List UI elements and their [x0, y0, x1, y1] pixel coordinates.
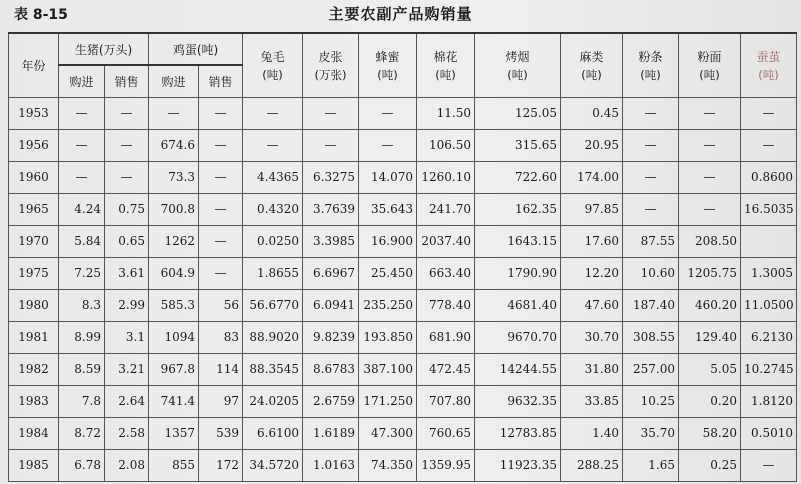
value-cell: 1205.75 — [679, 257, 741, 289]
table-row — [9, 161, 797, 193]
value-cell: 2037.40 — [417, 225, 475, 257]
year-cell: 1960 — [9, 161, 59, 193]
value-cell: 257.00 — [623, 353, 679, 385]
value-cell: 585.3 — [149, 289, 199, 321]
value-cell: 288.25 — [561, 449, 623, 481]
value-cell: 0.25 — [679, 449, 741, 481]
header-rabbit-hair — [243, 33, 303, 97]
value-cell: 472.45 — [417, 353, 475, 385]
value-cell: 2.64 — [105, 385, 149, 417]
value-cell: 7.8 — [59, 385, 105, 417]
value-cell: 1262 — [149, 225, 199, 257]
value-cell: 5.05 — [679, 353, 741, 385]
value-cell: 2.58 — [105, 417, 149, 449]
value-cell: 9632.35 — [475, 385, 561, 417]
value-cell: 967.8 — [149, 353, 199, 385]
header-tobacco — [475, 33, 561, 97]
value-cell: 58.20 — [679, 417, 741, 449]
table-row — [9, 417, 797, 449]
value-cell: — — [679, 129, 741, 161]
value-cell: — — [679, 97, 741, 129]
value-cell: — — [679, 193, 741, 225]
value-cell: 9.8239 — [303, 321, 359, 353]
value-cell: 0.65 — [105, 225, 149, 257]
header-unit: (吨) — [377, 67, 398, 82]
year-cell: 1953 — [9, 97, 59, 129]
value-cell: — — [59, 97, 105, 129]
value-cell: 97 — [199, 385, 243, 417]
header-name: 蜂蜜 — [375, 49, 400, 64]
value-cell: — — [199, 193, 243, 225]
value-cell: 14.070 — [359, 161, 417, 193]
value-cell: 0.5010 — [741, 417, 797, 449]
value-cell: 11923.35 — [475, 449, 561, 481]
value-cell: 14244.55 — [475, 353, 561, 385]
value-cell: — — [199, 97, 243, 129]
value-cell: 681.90 — [417, 321, 475, 353]
year-cell: 1975 — [9, 257, 59, 289]
table-row — [9, 385, 797, 417]
value-cell: 4.4365 — [243, 161, 303, 193]
table-row — [9, 353, 797, 385]
value-cell: 20.95 — [561, 129, 623, 161]
value-cell: 1790.90 — [475, 257, 561, 289]
value-cell: 308.55 — [623, 321, 679, 353]
value-cell: 30.70 — [561, 321, 623, 353]
value-cell: 11.50 — [417, 97, 475, 129]
table-row — [9, 97, 797, 129]
header-name: 兔毛 — [260, 49, 285, 64]
header-unit: (吨) — [640, 67, 661, 82]
value-cell: 208.50 — [679, 225, 741, 257]
value-cell: — — [303, 97, 359, 129]
value-cell: — — [105, 161, 149, 193]
value-cell: 83 — [199, 321, 243, 353]
value-cell: 4.24 — [59, 193, 105, 225]
value-cell: 760.65 — [417, 417, 475, 449]
value-cell: 8.72 — [59, 417, 105, 449]
table-row — [9, 225, 797, 257]
value-cell: 387.100 — [359, 353, 417, 385]
value-cell: 174.00 — [561, 161, 623, 193]
value-cell: 700.8 — [149, 193, 199, 225]
value-cell: 1.8120 — [741, 385, 797, 417]
value-cell: 172 — [199, 449, 243, 481]
value-cell: — — [59, 129, 105, 161]
value-cell: 193.850 — [359, 321, 417, 353]
value-cell: 1260.10 — [417, 161, 475, 193]
value-cell: 241.70 — [417, 193, 475, 225]
header-hides — [303, 33, 359, 97]
header-egg-buy: 购进 — [149, 65, 199, 97]
value-cell: 171.250 — [359, 385, 417, 417]
table-row — [9, 449, 797, 481]
header-unit: (吨) — [435, 67, 456, 82]
value-cell: — — [741, 449, 797, 481]
value-cell: 1.8655 — [243, 257, 303, 289]
value-cell: 11.0500 — [741, 289, 797, 321]
value-cell: 47.60 — [561, 289, 623, 321]
value-cell: 187.40 — [623, 289, 679, 321]
value-cell: 56 — [199, 289, 243, 321]
value-cell: 25.450 — [359, 257, 417, 289]
value-cell: 6.0941 — [303, 289, 359, 321]
value-cell — [741, 225, 797, 257]
value-cell: 6.6967 — [303, 257, 359, 289]
header-egg-sell: 销售 — [199, 65, 243, 97]
value-cell: 6.2130 — [741, 321, 797, 353]
year-cell: 1985 — [9, 449, 59, 481]
header-cocoon — [741, 33, 797, 97]
value-cell: 2.6759 — [303, 385, 359, 417]
value-cell: 6.3275 — [303, 161, 359, 193]
table-row — [9, 257, 797, 289]
value-cell: 9670.70 — [475, 321, 561, 353]
value-cell: 74.350 — [359, 449, 417, 481]
header-name: 棉花 — [433, 49, 458, 64]
value-cell: — — [303, 129, 359, 161]
value-cell: 8.59 — [59, 353, 105, 385]
table-row — [9, 193, 797, 225]
header-name: 皮张 — [318, 49, 343, 64]
header-row-1 — [9, 33, 797, 65]
year-cell: 1982 — [9, 353, 59, 385]
value-cell: 1.6189 — [303, 417, 359, 449]
value-cell: 1359.95 — [417, 449, 475, 481]
header-name: 粉条 — [638, 49, 663, 64]
header-pig-group: 生猪(万头) — [59, 33, 149, 65]
value-cell: 663.40 — [417, 257, 475, 289]
value-cell: 129.40 — [679, 321, 741, 353]
value-cell: 674.6 — [149, 129, 199, 161]
table-label: 表 8-15 — [14, 7, 68, 23]
value-cell: — — [359, 129, 417, 161]
header-unit: (吨) — [699, 67, 720, 82]
year-cell: 1965 — [9, 193, 59, 225]
header-pig-buy: 购进 — [59, 65, 105, 97]
year-cell: 1981 — [9, 321, 59, 353]
header-starch — [679, 33, 741, 97]
value-cell: — — [679, 161, 741, 193]
value-cell: 6.78 — [59, 449, 105, 481]
value-cell: 741.4 — [149, 385, 199, 417]
value-cell: 10.60 — [623, 257, 679, 289]
value-cell: 10.25 — [623, 385, 679, 417]
value-cell: 0.75 — [105, 193, 149, 225]
year-cell: 1983 — [9, 385, 59, 417]
year-cell: 1970 — [9, 225, 59, 257]
header-name: 麻类 — [579, 49, 604, 64]
value-cell: 106.50 — [417, 129, 475, 161]
header-year: 年份 — [9, 33, 59, 97]
value-cell: 8.3 — [59, 289, 105, 321]
value-cell: 33.85 — [561, 385, 623, 417]
header-unit: (吨) — [581, 67, 602, 82]
header-unit: (吨) — [262, 67, 283, 82]
value-cell: 5.84 — [59, 225, 105, 257]
value-cell: — — [149, 97, 199, 129]
value-cell: — — [105, 129, 149, 161]
value-cell: 8.6783 — [303, 353, 359, 385]
value-cell: 6.6100 — [243, 417, 303, 449]
header-hemp — [561, 33, 623, 97]
header-honey — [359, 33, 417, 97]
value-cell: 56.6770 — [243, 289, 303, 321]
value-cell: 97.85 — [561, 193, 623, 225]
value-cell: 125.05 — [475, 97, 561, 129]
value-cell: — — [243, 97, 303, 129]
header-pig-sell: 销售 — [105, 65, 149, 97]
value-cell: 8.99 — [59, 321, 105, 353]
value-cell: 0.8600 — [741, 161, 797, 193]
value-cell: 315.65 — [475, 129, 561, 161]
header-unit: (万张) — [314, 67, 347, 82]
value-cell: 1643.15 — [475, 225, 561, 257]
value-cell: 460.20 — [679, 289, 741, 321]
value-cell: 539 — [199, 417, 243, 449]
purchase-sales-table — [8, 32, 797, 482]
value-cell: — — [623, 129, 679, 161]
value-cell: 1357 — [149, 417, 199, 449]
value-cell: 12783.85 — [475, 417, 561, 449]
value-cell: 31.80 — [561, 353, 623, 385]
header-vermicelli — [623, 33, 679, 97]
value-cell: 10.2745 — [741, 353, 797, 385]
value-cell: — — [105, 97, 149, 129]
table-row — [9, 321, 797, 353]
value-cell: — — [199, 129, 243, 161]
value-cell: — — [623, 161, 679, 193]
value-cell: 88.3545 — [243, 353, 303, 385]
year-cell: 1984 — [9, 417, 59, 449]
value-cell: 604.9 — [149, 257, 199, 289]
value-cell: 34.5720 — [243, 449, 303, 481]
value-cell: 114 — [199, 353, 243, 385]
table-row — [9, 129, 797, 161]
value-cell: — — [623, 193, 679, 225]
value-cell: 88.9020 — [243, 321, 303, 353]
value-cell: — — [359, 97, 417, 129]
value-cell: 3.1 — [105, 321, 149, 353]
value-cell: — — [741, 97, 797, 129]
value-cell: 0.4320 — [243, 193, 303, 225]
value-cell: — — [59, 161, 105, 193]
value-cell: 7.25 — [59, 257, 105, 289]
header-unit: (吨) — [507, 67, 528, 82]
value-cell: 16.900 — [359, 225, 417, 257]
value-cell: 87.55 — [623, 225, 679, 257]
header-unit: (吨) — [758, 67, 779, 82]
value-cell: 35.643 — [359, 193, 417, 225]
table-title: 主要农副产品购销量 — [328, 5, 473, 23]
value-cell: 17.60 — [561, 225, 623, 257]
value-cell: 3.3985 — [303, 225, 359, 257]
value-cell: 235.250 — [359, 289, 417, 321]
year-cell: 1956 — [9, 129, 59, 161]
value-cell: — — [243, 129, 303, 161]
value-cell: 707.80 — [417, 385, 475, 417]
value-cell: 855 — [149, 449, 199, 481]
value-cell: — — [623, 97, 679, 129]
value-cell: 2.08 — [105, 449, 149, 481]
value-cell: 778.40 — [417, 289, 475, 321]
table-row — [9, 289, 797, 321]
value-cell: 35.70 — [623, 417, 679, 449]
value-cell: 3.7639 — [303, 193, 359, 225]
value-cell: 2.99 — [105, 289, 149, 321]
value-cell: — — [741, 129, 797, 161]
value-cell: 0.0250 — [243, 225, 303, 257]
value-cell: — — [199, 225, 243, 257]
value-cell: 722.60 — [475, 161, 561, 193]
value-cell: 0.20 — [679, 385, 741, 417]
value-cell: 1.40 — [561, 417, 623, 449]
value-cell: 73.3 — [149, 161, 199, 193]
header-cotton — [417, 33, 475, 97]
value-cell: — — [199, 161, 243, 193]
value-cell: 1094 — [149, 321, 199, 353]
value-cell: 0.45 — [561, 97, 623, 129]
value-cell: 4681.40 — [475, 289, 561, 321]
value-cell: 1.65 — [623, 449, 679, 481]
value-cell: 12.20 — [561, 257, 623, 289]
value-cell: 47.300 — [359, 417, 417, 449]
year-cell: 1980 — [9, 289, 59, 321]
value-cell: 24.0205 — [243, 385, 303, 417]
table-body — [9, 97, 797, 481]
value-cell: 16.5035 — [741, 193, 797, 225]
table-header — [9, 33, 797, 97]
header-egg-group: 鸡蛋(吨) — [149, 33, 243, 65]
value-cell: 1.3005 — [741, 257, 797, 289]
value-cell: — — [199, 257, 243, 289]
header-name: 蚕茧 — [756, 49, 781, 64]
header-name: 粉面 — [697, 49, 722, 64]
value-cell: 1.0163 — [303, 449, 359, 481]
header-name: 烤烟 — [505, 49, 530, 64]
value-cell: 3.61 — [105, 257, 149, 289]
value-cell: 3.21 — [105, 353, 149, 385]
value-cell: 162.35 — [475, 193, 561, 225]
